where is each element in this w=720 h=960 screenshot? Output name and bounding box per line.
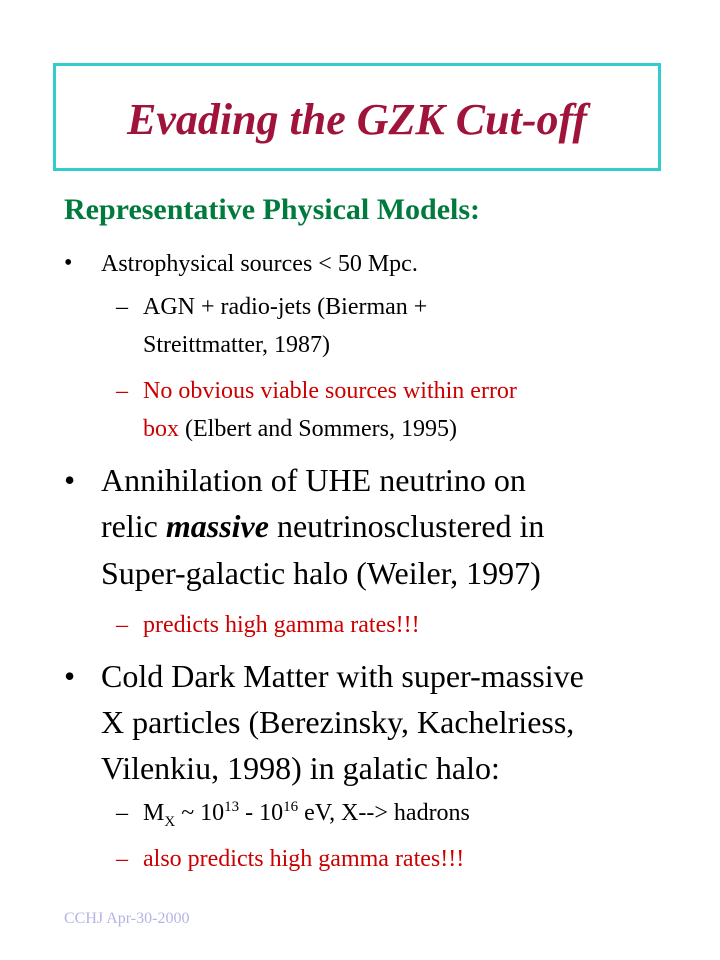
subitem-no-sources-line1: No obvious viable sources within error bbox=[143, 378, 517, 404]
bullet-text-cdm-line3: Vilenkiu, 1998) in galatic halo: bbox=[101, 750, 500, 786]
subitem-no-sources-line2 bbox=[143, 416, 457, 443]
section-heading: Representative Physical Models: bbox=[64, 193, 481, 226]
dash-marker: – bbox=[116, 612, 128, 638]
dash-marker: – bbox=[116, 378, 128, 404]
formula-subscript-x: X bbox=[164, 813, 176, 830]
dash-marker: – bbox=[116, 800, 128, 826]
formula-exponent-16: 16 bbox=[283, 799, 299, 815]
bullet-text-cdm-line2: X particles (Berezinsky, Kachelriess, bbox=[101, 704, 575, 740]
bullet-text-annihilation-line3: Super-galactic halo (Weiler, 1997) bbox=[101, 555, 541, 591]
bullet-text-annihilation-line1: Annihilation of UHE neutrino on bbox=[101, 462, 526, 498]
bullet-marker: • bbox=[64, 250, 73, 276]
text-neutrinos: neutrinosclustered in bbox=[268, 508, 545, 544]
dash-marker: – bbox=[116, 294, 128, 320]
footer-credit: CCHJ Apr-30-2000 bbox=[64, 910, 190, 927]
subitem-no-sources-citation: (Elbert and Sommers, 1995) bbox=[179, 416, 457, 442]
formula-part2: - 10 bbox=[239, 800, 284, 826]
subitem-agn-line1: AGN + radio-jets (Bierman + bbox=[143, 294, 428, 320]
subitem-no-sources-box: box bbox=[143, 416, 179, 442]
bullet-text-astrophysical: Astrophysical sources < 50 Mpc. bbox=[101, 251, 418, 277]
title-frame bbox=[53, 63, 661, 171]
text-massive-emphasis: massive bbox=[165, 508, 269, 544]
bullet-text-annihilation-line2 bbox=[101, 508, 544, 545]
formula-m: M bbox=[143, 800, 165, 826]
subitem-gamma-rates: predicts high gamma rates!!! bbox=[143, 612, 420, 638]
bullet-marker: • bbox=[64, 658, 76, 694]
subitem-also-gamma-rates: also predicts high gamma rates!!! bbox=[143, 846, 465, 872]
bullet-marker: • bbox=[64, 462, 76, 498]
formula-part1: ~ 10 bbox=[175, 800, 225, 826]
bullet-text-cdm-line1: Cold Dark Matter with super-massive bbox=[101, 658, 584, 694]
formula-part3: eV, X--> hadrons bbox=[298, 800, 470, 826]
formula-exponent-13: 13 bbox=[224, 799, 240, 815]
subitem-mass-formula bbox=[143, 799, 470, 830]
dash-marker: – bbox=[116, 846, 128, 872]
subitem-agn-line2: Streittmatter, 1987) bbox=[143, 332, 330, 358]
slide-title: Evading the GZK Cut-off bbox=[126, 94, 587, 144]
text-relic: relic bbox=[101, 508, 166, 544]
